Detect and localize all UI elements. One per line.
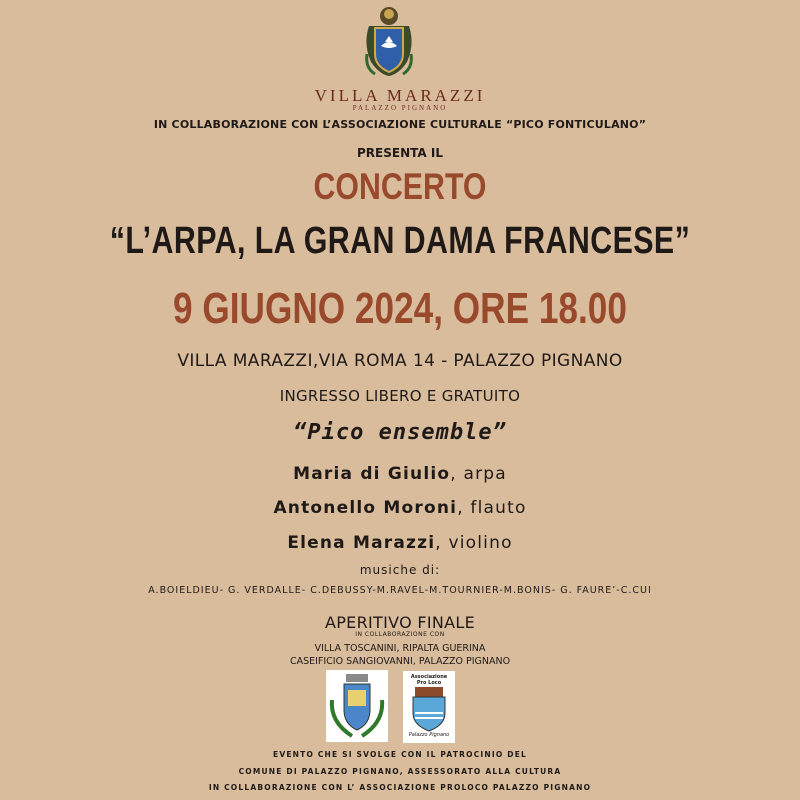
event-title: “L’ARPA, LA GRAN DAMA FRANCESE” <box>109 220 691 262</box>
performer-instrument: , flauto <box>457 498 527 518</box>
composers-list: A.BOIELDIEU- G. VERDALLE- C.DEBUSSY-M.RAVEL-M.TOURNIER-M.BONIS- G. FAURE’-C.CUI <box>148 585 652 596</box>
performer-instrument: , arpa <box>450 464 507 484</box>
performer-name: Elena Marazzi <box>287 533 436 553</box>
villa-marazzi-crest-icon <box>361 4 417 82</box>
footer-line-3: IN COLLABORAZIONE CON L’ ASSOCIAZIONE PROLOCO PALAZZO PIGNANO <box>208 783 592 792</box>
proloco-shield-icon <box>403 685 455 733</box>
event-kind: CONCERTO <box>313 166 487 207</box>
footer-line-2: COMUNE DI PALAZZO PIGNANO, ASSESSORATO ALLA CULTURA <box>238 767 562 776</box>
venue-sub: PALAZZO PIGNANO <box>352 104 448 112</box>
aperitivo-host-1: VILLA TOSCANINI, RIPALTA GUERINA <box>314 643 486 654</box>
footer-line-1: EVENTO CHE SI SVOLGE CON IL PATROCINIO DEL <box>273 750 527 759</box>
performer-3 <box>0 533 800 553</box>
performer-1 <box>0 464 800 484</box>
performer-2 <box>0 498 800 518</box>
ensemble-name: “Pico ensemble” <box>293 420 507 445</box>
music-label: musiche di: <box>359 563 441 577</box>
proloco-line-1: Associazione <box>410 674 448 680</box>
proloco-logo <box>403 671 455 743</box>
proloco-line-2: Pro Loco <box>416 680 442 686</box>
performer-name: Maria di Giulio <box>293 464 451 484</box>
event-location: VILLA MARAZZI,VIA ROMA 14 - PALAZZO PIGNANO <box>177 351 623 371</box>
aperitivo-title: APERITIVO FINALE <box>324 613 476 632</box>
presents-line: PRESENTA IL <box>357 146 443 160</box>
aperitivo-sub: IN COLLABORAZIONE CON <box>355 631 445 638</box>
proloco-caption: Palazzo Pignano <box>408 732 450 738</box>
comune-coat-of-arms-icon <box>326 670 388 742</box>
event-date-time: 9 GIUGNO 2024, ORE 18.00 <box>173 284 627 333</box>
collaboration-line: IN COLLABORAZIONE CON L’ASSOCIAZIONE CULTURALE “PICO FONTICULANO” <box>153 118 647 131</box>
admission-line: INGRESSO LIBERO E GRATUITO <box>279 387 521 405</box>
venue-name: VILLA MARAZZI <box>314 86 486 105</box>
aperitivo-host-2: CASEIFICIO SANGIOVANNI, PALAZZO PIGNANO <box>289 656 511 667</box>
performer-name: Antonello Moroni <box>273 498 458 518</box>
performer-instrument: , violino <box>435 533 513 553</box>
